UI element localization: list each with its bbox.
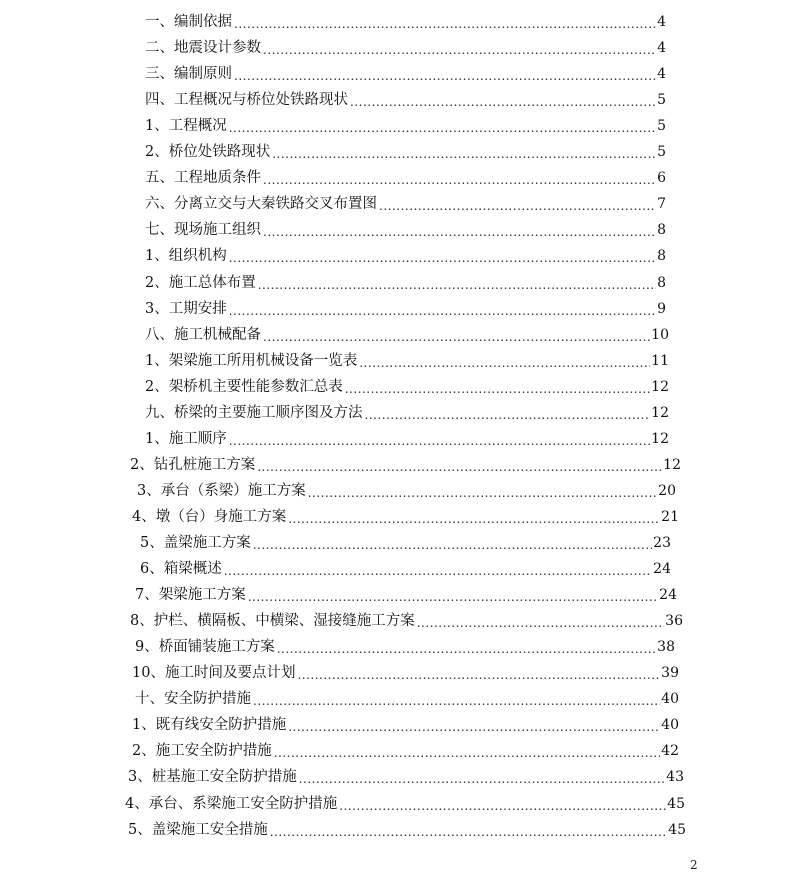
toc-entry [145,403,669,423]
toc-entry-title: 8、护栏、横隔板、中横梁、湿接缝施工方案 [130,613,415,630]
toc-dot-leader [263,329,650,345]
toc-entry-page: 4 [657,14,666,30]
toc-dot-leader [224,563,652,579]
toc-dot-leader [253,537,652,553]
toc-entry-page: 20 [658,482,676,499]
toc-entry [132,507,679,527]
toc-dot-leader [229,433,650,449]
toc-dot-leader [379,198,656,214]
toc-entry [145,246,666,266]
toc-dot-leader [308,485,657,501]
toc-entry-page: 8 [657,222,666,239]
toc-entry-title: 二、地震设计参数 [145,40,261,57]
toc-entry-title: 四、工程概况与桥位处铁路现状 [145,92,348,109]
toc-entry-page: 5 [657,118,666,135]
toc-entry [130,611,683,631]
toc-entry [145,325,669,345]
toc-entry-title: 1、工程概况 [145,118,227,135]
toc-entry [145,64,666,84]
toc-entry-title: 五、工程地质条件 [145,170,261,187]
toc-entry-title: 七、现场施工组织 [145,222,261,239]
toc-dot-leader [350,94,656,110]
toc-entry [145,351,669,371]
toc-entry-page: 24 [659,587,677,604]
toc-entry-page: 38 [657,639,675,656]
toc-entry-title: 一、编制依据 [145,14,232,30]
toc-entry-page: 11 [651,352,669,369]
toc-entry-title: 4、墩（台）身施工方案 [132,508,287,525]
toc-dot-leader [263,224,656,240]
toc-dot-leader [229,303,656,319]
toc-entry [145,299,666,319]
toc-entry [130,455,681,475]
toc-entry-title: 10、施工时间及要点计划 [132,665,296,682]
toc-entry-page: 45 [667,795,685,812]
toc-entry-title: 9、桥面铺装施工方案 [135,639,275,656]
toc-entry-title: 三、编制原则 [145,66,232,83]
toc-entry [132,715,679,735]
toc-entry-title: 十、安全防护措施 [135,691,251,708]
toc-entry [145,90,666,110]
toc-dot-leader [359,355,650,371]
toc-entry-title: 2、架桥机主要性能参数汇总表 [145,378,343,395]
toc-entry-title: 5、盖梁施工安全措施 [128,821,268,838]
toc-entry-page: 5 [657,144,666,161]
toc-dot-leader [345,381,650,397]
toc-entry-page: 4 [657,40,666,57]
toc-dot-leader [270,824,667,840]
toc-entry [140,533,671,553]
toc-entry-page: 40 [661,691,679,708]
toc-dot-leader [274,745,660,761]
toc-dot-leader [277,641,656,657]
toc-entry [125,794,685,814]
toc-dot-leader [229,120,656,136]
toc-dot-leader [297,667,660,683]
toc-dot-leader [288,511,660,527]
toc-entry-page: 45 [668,821,686,838]
toc-entry-title: 6、箱梁概述 [140,561,222,578]
toc-entry [145,194,666,214]
toc-entry [132,663,679,683]
toc-entry [135,637,675,657]
toc-entry [135,689,679,709]
page-number: 2 [690,858,698,872]
toc-entry-title: 2、施工安全防护措施 [132,743,272,760]
toc-entry-title: 六、分离立交与大秦铁路交叉布置图 [145,196,377,213]
toc-dot-leader [257,459,662,475]
toc-entry-page: 12 [651,378,669,395]
toc-entry-page: 9 [657,300,666,317]
toc-dot-leader [234,16,656,32]
toc-entry-page: 42 [661,743,679,760]
toc-entry-page: 8 [657,248,666,265]
toc-entry-title: 5、盖梁施工方案 [140,535,251,551]
toc-entry-title: 3、承台（系梁）施工方案 [137,482,306,499]
toc-entry-page: 6 [657,170,666,187]
toc-entry-page: 23 [653,535,671,551]
toc-entry [132,741,679,761]
toc-dot-leader [253,693,660,709]
toc-entry-title: 八、施工机械配备 [145,326,261,343]
toc-dot-leader [272,146,656,162]
toc-entry-page: 36 [665,613,683,630]
toc-entry [145,273,666,293]
toc-dot-leader [248,589,658,605]
toc-entry-title: 3、桩基施工安全防护措施 [128,769,297,786]
toc-entry-page: 12 [663,456,681,473]
toc-entry-title: 7、架梁施工方案 [135,587,246,604]
toc-dot-leader [263,172,656,188]
toc-entry-page: 12 [651,404,669,421]
toc-entry-title: 2、钻孔桩施工方案 [130,456,256,473]
toc-dot-leader [288,719,660,735]
toc-entry-page: 7 [657,196,666,213]
toc-dot-leader [229,250,656,266]
toc-entry-page: 39 [661,665,679,682]
toc-entry [128,767,684,787]
toc-entry [128,820,686,840]
toc-entry [145,116,666,136]
toc-entry [145,12,666,32]
toc-entry [137,481,676,501]
toc-entry-page: 12 [651,430,669,447]
toc-entry-title: 1、架梁施工所用机械设备一览表 [145,352,358,369]
toc-entry-page: 43 [666,769,684,786]
toc-entry [140,559,671,579]
toc-entry-page: 5 [657,92,666,109]
toc-entry [145,220,666,240]
toc-entry [145,38,666,58]
toc-entry-page: 21 [661,508,679,525]
toc-entry [135,585,677,605]
toc-dot-leader [258,277,656,293]
toc-dot-leader [234,68,656,84]
toc-entry-page: 8 [657,274,666,291]
toc-dot-leader [339,798,666,814]
toc-entry-page: 24 [653,561,671,578]
toc-dot-leader [299,771,665,787]
toc-entry-title: 九、桥梁的主要施工顺序图及方法 [145,404,363,421]
toc-entry-title: 1、既有线安全防护措施 [132,717,287,734]
toc-entry-title: 2、施工总体布置 [145,274,256,291]
toc-entry [145,142,666,162]
toc-entry-title: 2、桥位处铁路现状 [145,144,271,161]
toc-dot-leader [417,615,664,631]
toc-entry-title: 1、组织机构 [145,248,227,265]
toc-entry-page: 10 [651,326,669,343]
toc-entry-title: 1、施工顺序 [145,430,227,447]
toc-entry-page: 40 [661,717,679,734]
toc-entry-page: 4 [657,66,666,83]
toc-entry [145,168,666,188]
toc-entry [145,377,669,397]
toc-dot-leader [263,42,656,58]
toc-dot-leader [365,407,651,423]
toc-entry [145,429,669,449]
toc-entry-title: 3、工期安排 [145,300,227,317]
toc-entry-title: 4、承台、系梁施工安全防护措施 [125,795,338,812]
